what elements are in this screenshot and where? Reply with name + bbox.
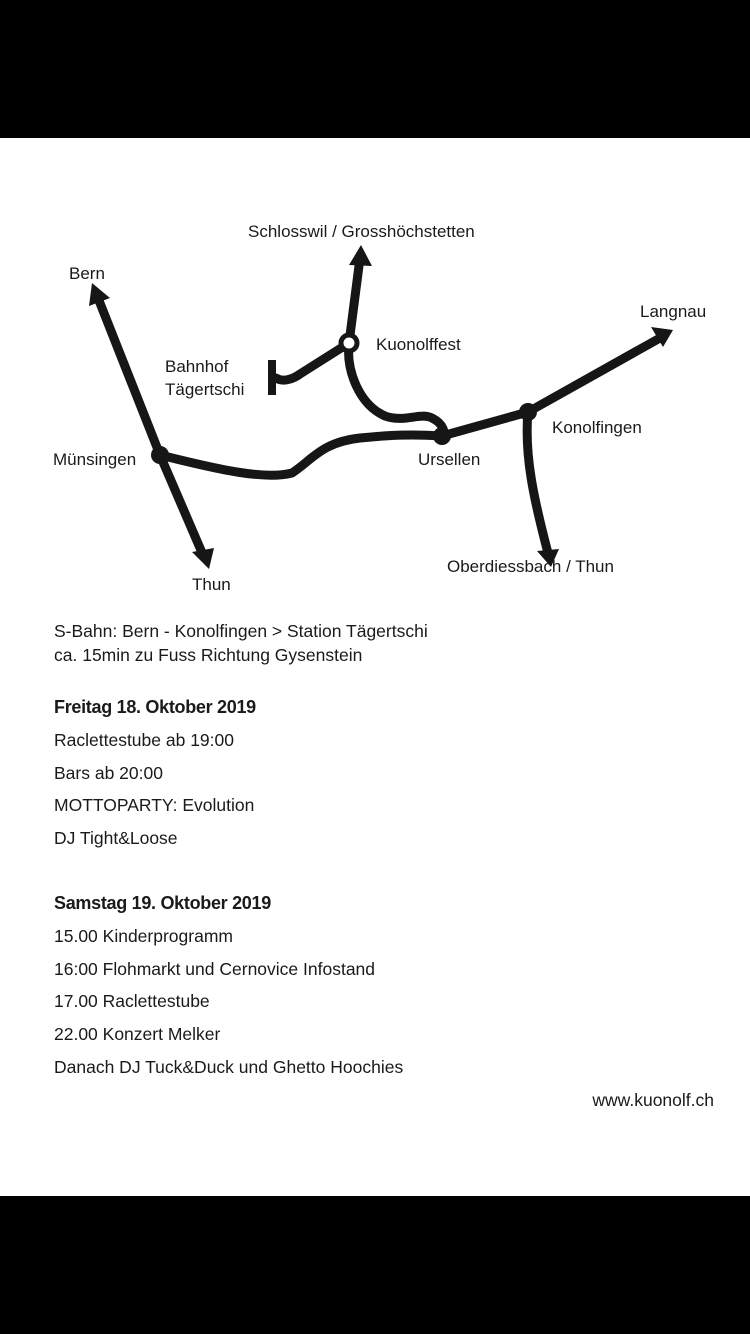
label-konolfingen: Konolfingen: [552, 418, 642, 437]
node-muensingen: [151, 446, 169, 464]
friday-item: MOTTOPARTY: Evolution: [54, 795, 255, 815]
friday-item: DJ Tight&Loose: [54, 828, 178, 848]
saturday-item: 22.00 Konzert Melker: [54, 1024, 221, 1044]
route-kuonolffest-bahnhof: [276, 343, 349, 380]
label-thun: Thun: [192, 575, 231, 594]
directions-line-1: S-Bahn: Bern - Konolfingen > Station Tägertschi: [54, 621, 428, 641]
label-langnau: Langnau: [640, 302, 707, 321]
arrow-schlosswil: [349, 245, 372, 266]
label-schlosswil: Schlosswil / Grosshöchstetten: [248, 222, 475, 241]
friday-item: Raclettestube ab 19:00: [54, 730, 234, 750]
friday-item: Bars ab 20:00: [54, 763, 163, 783]
label-oberdiessbach: Oberdiessbach / Thun: [447, 557, 614, 576]
label-ursellen: Ursellen: [418, 450, 481, 469]
label-taegertschi: Tägertschi: [165, 380, 245, 399]
saturday-item: 17.00 Raclettestube: [54, 991, 210, 1011]
route-kuonolffest-ursellen: [349, 343, 444, 436]
saturday-item: 16:00 Flohmarkt und Cernovice Infostand: [54, 959, 376, 979]
label-bern: Bern: [69, 264, 105, 283]
arrow-thun: [192, 548, 214, 569]
saturday-item: 15.00 Kinderprogramm: [54, 926, 233, 946]
label-muensingen: Münsingen: [53, 450, 137, 469]
website-link[interactable]: www.kuonolf.ch: [592, 1090, 714, 1110]
route-kuonolffest-schlosswil: [349, 258, 360, 343]
label-kuonolffest: Kuonolffest: [376, 335, 461, 354]
saturday-item: Danach DJ Tuck&Duck und Ghetto Hoochies: [54, 1057, 404, 1077]
node-konolfingen: [519, 403, 537, 421]
node-kuonolffest: [341, 335, 357, 351]
directions-line-2: ca. 15min zu Fuss Richtung Gysenstein: [54, 645, 363, 665]
route-konolfingen-oberdiessbach: [527, 412, 548, 553]
friday-heading: Freitag 18. Oktober 2019: [54, 697, 256, 717]
node-ursellen: [433, 427, 451, 445]
label-bahnhof: Bahnhof: [165, 357, 229, 376]
route-bern-thun: [98, 298, 203, 555]
saturday-heading: Samstag 19. Oktober 2019: [54, 893, 271, 913]
route-muensingen-langnau: [160, 338, 660, 475]
bottom-black-bar: [0, 1196, 750, 1334]
